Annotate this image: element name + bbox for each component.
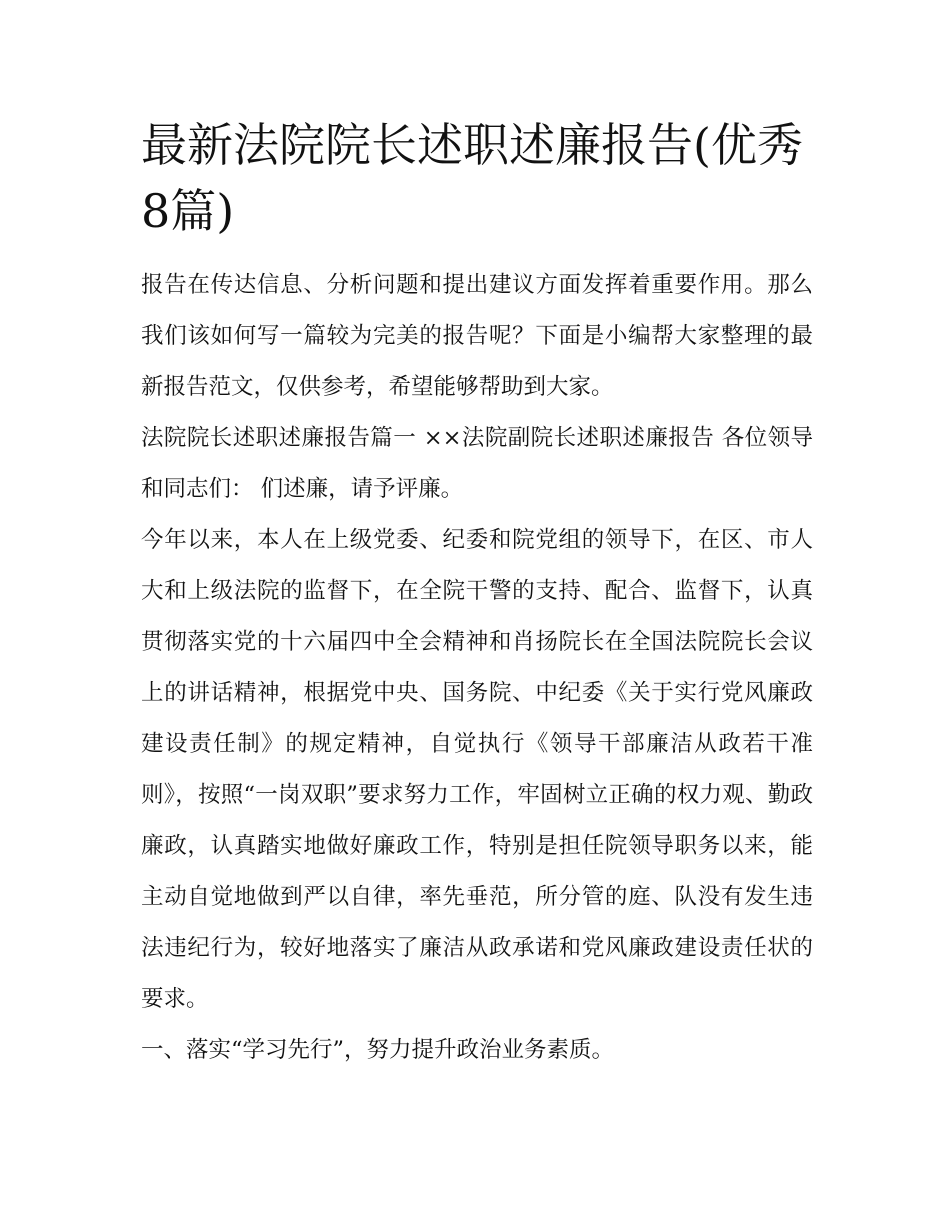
paragraph-main: 今年以来，本人在上级党委、纪委和院党组的领导下，在区、市人大和上级法院的监督下，在全院干警的支持、配合、监督下，认真贯彻落实党的十六届四中全会精神和肖扬院长在全国法院院长会议上的讲话精神，根据党中央、国务院、中纪委《关于实行党风廉政建设责任制》的规定精神，自觉执行《领导干部廉洁从政若干准则》，按照“一岗双职”要求努力工作，牢固树立正确的权力观、勤政廉政，认真踏实地做好廉政工作，特别是担任院领导职务以来，能主动自觉地做到严以自律，率先垂范，所分管的庭、队没有发生违法违纪行为，较好地落实了廉洁从政承诺和党风廉政建设责任状的要求。 — [141, 527, 813, 1012]
paragraph-intro: 报告在传达信息、分析问题和提出建议方面发挥着重要作用。那么我们该如何写一篇较为完美的报告呢？下面是小编帮大家整理的最新报告范文，仅供参考，希望能够帮助到大家。 — [141, 272, 813, 400]
paragraph-heading: 法院院长述职述廉报告篇一 ××法院副院长述职述廉报告 各位领导和同志们： 们述廉，请予评廉。 — [141, 425, 813, 502]
document-title: 最新法院院长述职述廉报告(优秀8篇) — [141, 118, 803, 238]
document-content — [141, 112, 813, 1076]
paragraph-section-one: 一、落实“学习先行”，努力提升政治业务素质。 — [141, 1037, 615, 1063]
document-body — [141, 260, 813, 1076]
